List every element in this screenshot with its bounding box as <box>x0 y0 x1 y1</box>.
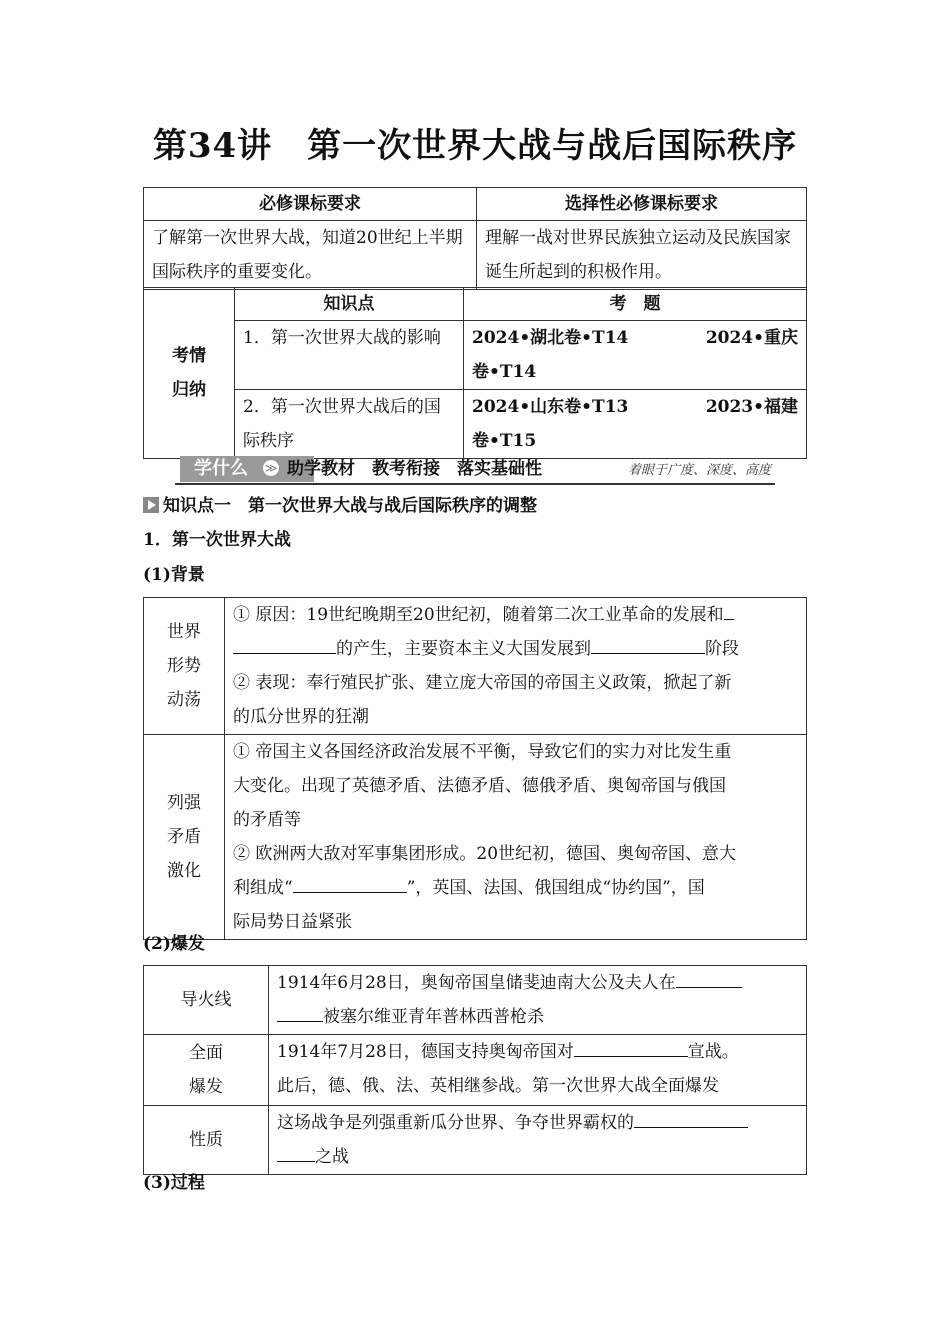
bg1-line3: ② 表现：奉行殖民扩张、建立庞大帝国的帝国主义政策，掀起了新 <box>233 673 732 693</box>
fill-blank <box>634 1109 748 1128</box>
requirements-table <box>143 187 807 290</box>
outbreak-row-3-label: 性质 <box>144 1106 269 1175</box>
banner-tag: 学什么 <box>180 456 314 482</box>
outbreak-row-3-content <box>269 1106 807 1175</box>
fill-blank <box>293 874 407 893</box>
outbreak-row-2-content <box>269 1035 807 1106</box>
req-col2-header: 选择性必修课标要求 <box>477 188 807 221</box>
bg2-line4: ② 欧洲两大敌对军事集团形成。20世纪初，德国、奥匈帝国、意大 <box>233 844 737 864</box>
fill-blank <box>277 1003 323 1022</box>
req-col2-text: 理解一战对世界民族独立运动及民族国家诞生所起到的积极作用。 <box>477 221 807 290</box>
exam-row-2-a: 2024•山东卷•T13 <box>472 397 629 417</box>
bg1-line4: 的瓜分世界的狂潮 <box>233 707 369 727</box>
page-title: 第34讲 第一次世界大战与战后国际秩序 <box>152 126 798 166</box>
label-line: 世界 <box>167 622 201 642</box>
exam-row-1-a: 2024•湖北卷•T14 <box>472 328 629 348</box>
req-col1-text: 了解第一次世界大战，知道20世纪上半期国际秩序的重要变化。 <box>144 221 477 290</box>
req-col1-header: 必修课标要求 <box>144 188 477 221</box>
outbreak-row-1-label: 导火线 <box>144 966 269 1035</box>
label-line: 矛盾 <box>167 827 201 847</box>
fill-blank <box>724 601 734 620</box>
bg2-line3: 的矛盾等 <box>233 810 301 830</box>
exam-summary-label-line2: 归纳 <box>172 380 206 400</box>
heading-ww1: 1．第一次世界大战 <box>143 530 291 550</box>
banner-right-text: 着眼于广度、深度、高度 <box>627 463 771 478</box>
label-line: 全面 <box>189 1043 223 1063</box>
label-line: 动荡 <box>167 690 201 710</box>
label-line: 爆发 <box>189 1077 223 1097</box>
exam-summary-table <box>143 287 807 459</box>
bg2-line6: 际局势日益紧张 <box>233 912 352 932</box>
label-line: 激化 <box>167 861 201 881</box>
bg2-line1: ① 帝国主义各国经济政治发展不平衡，导致它们的实力对比发生重 <box>233 742 732 762</box>
ob3-line2: 之战 <box>315 1147 349 1167</box>
double-chevron-icon: ≫ <box>264 461 278 475</box>
outbreak-table <box>143 965 807 1175</box>
bg2-line5-pre: 利组成“ <box>233 878 293 898</box>
play-icon <box>143 497 159 513</box>
section-banner <box>175 455 775 485</box>
background-row-2-label <box>144 735 225 940</box>
kp-row-2: 2．第一次世界大战后的国际秩序 <box>235 390 464 459</box>
ob2-line1-post: 宣战。 <box>687 1042 739 1062</box>
fill-blank <box>591 635 705 654</box>
exam-summary-label-line1: 考情 <box>172 346 206 366</box>
label-line: 列强 <box>167 793 201 813</box>
exam-row-1 <box>464 321 807 390</box>
fill-blank <box>277 1143 315 1162</box>
fill-blank <box>676 969 742 988</box>
exam-row-2 <box>464 390 807 459</box>
banner-subtitle: 助学教材 教考衔接 落实基础性 <box>287 459 542 479</box>
knowledge-point-title: 知识点一 第一次世界大战与战后国际秩序的调整 <box>163 496 537 516</box>
exam-header: 考 题 <box>464 288 807 321</box>
kp-header: 知识点 <box>235 288 464 321</box>
exam-summary-label <box>144 288 235 459</box>
bg2-line5-post: ”，英国、法国、俄国组成“协约国”，国 <box>406 878 705 898</box>
knowledge-point-heading <box>143 493 537 519</box>
background-row-1-content <box>225 598 807 735</box>
exam-row-1-c: 卷•T14 <box>472 362 537 382</box>
label-line: 形势 <box>167 656 201 676</box>
exam-row-2-c: 卷•T15 <box>472 431 537 451</box>
exam-row-2-b: 2023•福建 <box>705 397 798 417</box>
background-table <box>143 597 807 940</box>
fill-blank <box>574 1038 688 1057</box>
exam-row-1-b: 2024•重庆 <box>705 328 798 348</box>
background-row-2-content <box>225 735 807 940</box>
bg1-line1: ① 原因：19世纪晚期至20世纪初，随着第二次工业革命的发展和 <box>233 605 724 625</box>
fill-blank <box>233 635 336 654</box>
outbreak-row-2-label <box>144 1035 269 1106</box>
heading-background: (1)背景 <box>143 565 205 585</box>
heading-process: (3)过程 <box>143 1173 205 1193</box>
kp-row-1: 1．第一次世界大战的影响 <box>235 321 464 390</box>
bg2-line2: 大变化。出现了英德矛盾、法德矛盾、德俄矛盾、奥匈帝国与俄国 <box>233 776 726 796</box>
outbreak-row-1-content <box>269 966 807 1035</box>
bg1-line2: 的产生，主要资本主义大国发展到 <box>336 639 591 659</box>
ob3-line1: 这场战争是列强重新瓜分世界、争夺世界霸权的 <box>277 1113 634 1133</box>
ob2-line2: 此后，德、俄、法、英相继参战。第一次世界大战全面爆发 <box>277 1076 719 1096</box>
background-row-1-label <box>144 598 225 735</box>
ob1-line2: 被塞尔维亚青年普林西普枪杀 <box>323 1007 544 1027</box>
ob2-line1-pre: 1914年7月28日，德国支持奥匈帝国对 <box>277 1042 574 1062</box>
heading-outbreak: (2)爆发 <box>143 934 205 954</box>
bg1-line2-end: 阶段 <box>705 639 739 659</box>
ob1-line1: 1914年6月28日，奥匈帝国皇储斐迪南大公及夫人在 <box>277 973 676 993</box>
